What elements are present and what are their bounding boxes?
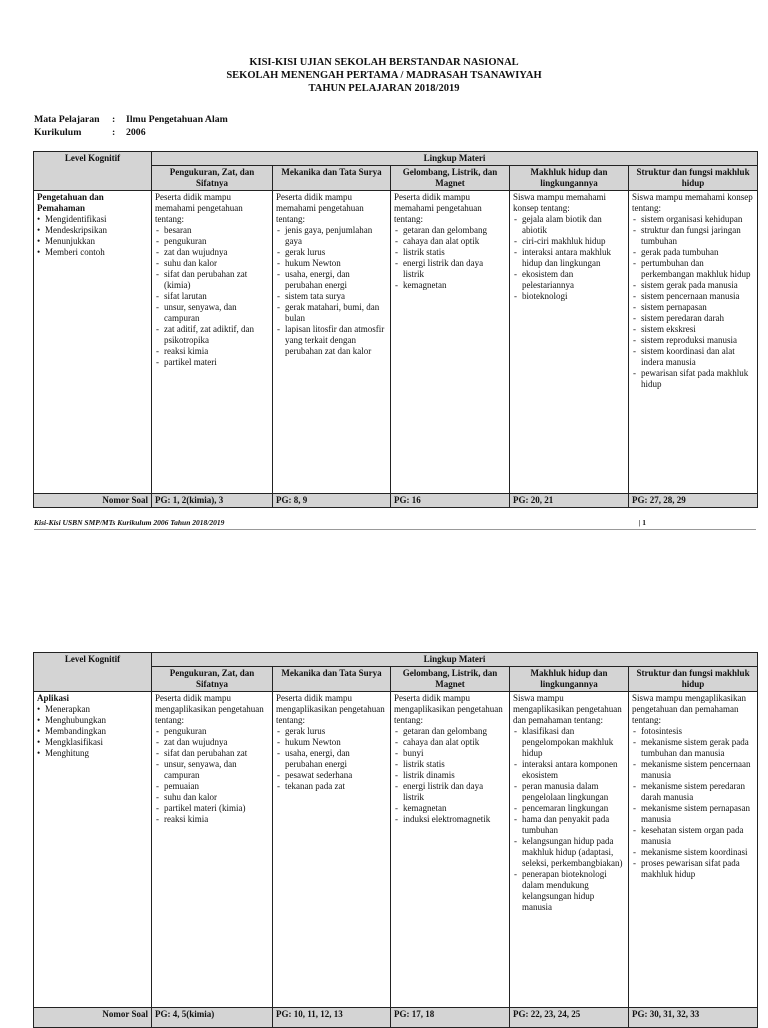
list-item: - peran manusia dalam pengelolaan lingkungan <box>513 781 625 803</box>
level-item: • Menghitung <box>37 748 148 759</box>
list-item: - reaksi kimia <box>155 814 269 825</box>
mapel-value: Ilmu Pengetahuan Alam <box>126 114 228 125</box>
list-item: - fotosintesis <box>632 726 754 737</box>
list-item: - reaksi kimia <box>155 346 269 357</box>
level-item: • Menerapkan <box>37 704 148 715</box>
nomor-soal-col5: PG: 27, 28, 29 <box>629 494 758 508</box>
list-item: - usaha, energi, dan perubahan energi <box>276 748 387 770</box>
level-item: • Mengklasifikasi <box>37 737 148 748</box>
col-header-mekanika: Mekanika dan Tata Surya <box>273 667 391 692</box>
list-item: - sistem tata surya <box>276 291 387 302</box>
list-item: - gerak pada tumbuhan <box>632 247 754 258</box>
nomor-soal-col5: PG: 30, 31, 32, 33 <box>629 1008 758 1028</box>
level-item: • Mengidentifikasi <box>37 214 148 225</box>
list-item: - gejala alam biotik dan abiotik <box>513 214 625 236</box>
list-item: - klasifikasi dan pengelompokan makhluk hidup <box>513 726 625 759</box>
list-item: - kemagnetan <box>394 280 506 291</box>
list-item: - zat dan wujudnya <box>155 737 269 748</box>
list-item: - listrik statis <box>394 759 506 770</box>
list-item: - gerak lurus <box>276 726 387 737</box>
list-item: - mekanisme sistem pencernaan manusia <box>632 759 754 781</box>
list-item: - sifat dan perubahan zat (kimia) <box>155 269 269 291</box>
document-header <box>0 56 768 95</box>
list-item: - getaran dan gelombang <box>394 726 506 737</box>
list-item: - listrik dinamis <box>394 770 506 781</box>
materi-intro: Peserta didik mampu memahami pengetahuan tentang: <box>394 192 482 224</box>
col-header-struktur: Struktur dan fungsi makhluk hidup <box>629 166 758 191</box>
list-item: - sistem organisasi kehidupan <box>632 214 754 225</box>
header-line-2: SEKOLAH MENENGAH PERTAMA / MADRASAH TSANAWIYAH <box>226 70 542 81</box>
materi-intro: Siswa mampu mengaplikasikan pengetahuan dan pemahaman tentang: <box>513 693 622 725</box>
mapel-colon: : <box>112 114 116 125</box>
document-meta <box>34 113 228 139</box>
list-item: - mekanisme sistem peredaran darah manusia <box>632 781 754 803</box>
list-item: - kesehatan sistem organ pada manusia <box>632 825 754 847</box>
page-footer <box>34 518 756 527</box>
list-item: - penerapan bioteknologi dalam mendukung kelangsungan hidup manusia <box>513 869 625 913</box>
materi-cell-col1 <box>152 692 273 1008</box>
header-line-1: KISI-KISI UJIAN SEKOLAH BERSTANDAR NASIONAL <box>249 57 519 68</box>
list-item: - pencemaran lingkungan <box>513 803 625 814</box>
list-item: - energi listrik dan daya listrik <box>394 258 506 280</box>
materi-cell-col3 <box>391 692 510 1008</box>
kurikulum-colon: : <box>112 127 116 138</box>
list-item: - pengukuran <box>155 236 269 247</box>
list-item: - induksi elektromagnetik <box>394 814 506 825</box>
list-item: - listrik statis <box>394 247 506 258</box>
document-page-2 <box>0 652 768 1024</box>
list-item: - pemuaian <box>155 781 269 792</box>
col-header-makhluk-hidup: Makhluk hidup dan lingkungannya <box>510 667 629 692</box>
level-item: • Memberi contoh <box>37 247 148 258</box>
level-item: • Menunjukkan <box>37 236 148 247</box>
materi-cell-col3 <box>391 191 510 494</box>
list-item: - pewarisan sifat pada makhluk hidup <box>632 368 754 390</box>
materi-intro: Peserta didik mampu memahami pengetahuan tentang: <box>155 192 243 224</box>
list-item: - kelangsungan hidup pada makhluk hidup (adaptasi, seleksi, perkembangbiakan) <box>513 836 625 869</box>
col-header-mekanika: Mekanika dan Tata Surya <box>273 166 391 191</box>
page-gap <box>0 535 768 652</box>
level-item: • Mendeskripsikan <box>37 225 148 236</box>
nomor-soal-label: Nomor Soal <box>34 494 152 508</box>
list-item: - cahaya dan alat optik <box>394 737 506 748</box>
materi-cell-col2 <box>273 692 391 1008</box>
level-cell-pengetahuan <box>34 191 152 494</box>
list-item: - mekanisme sistem gerak pada tumbuhan dan manusia <box>632 737 754 759</box>
level-items <box>37 214 148 258</box>
list-item: - sifat larutan <box>155 291 269 302</box>
list-item: - besaran <box>155 225 269 236</box>
materi-cell-col1 <box>152 191 273 494</box>
mapel-label: Mata Pelajaran <box>34 114 100 125</box>
list-item: - sistem gerak pada manusia <box>632 280 754 291</box>
list-item: - pengukuran <box>155 726 269 737</box>
list-item: - gerak matahari, bumi, dan bulan <box>276 302 387 324</box>
materi-cell-col4 <box>510 692 629 1008</box>
list-item: - sistem pencernaan manusia <box>632 291 754 302</box>
level-title: Pengetahuan dan Pemahaman <box>37 192 104 213</box>
materi-cell-col5 <box>629 692 758 1008</box>
col-header-gelombang: Gelombang, Listrik, dan Magnet <box>391 667 510 692</box>
list-item: - interaksi antara makhluk hidup dan lingkungan <box>513 247 625 269</box>
col-header-makhluk-hidup: Makhluk hidup dan lingkungannya <box>510 166 629 191</box>
footer-page-number: | 1 <box>638 518 646 527</box>
level-kognitif-header: Level Kognitif <box>34 152 152 191</box>
list-item: - partikel materi (kimia) <box>155 803 269 814</box>
list-item: - ciri-ciri makhluk hidup <box>513 236 625 247</box>
materi-intro: Peserta didik mampu mengaplikasikan pengetahuan tentang: <box>155 693 264 725</box>
materi-intro: Siswa mampu memahami konsep tentang: <box>513 192 606 213</box>
list-item: - jenis gaya, penjumlahan gaya <box>276 225 387 247</box>
list-item: - kemagnetan <box>394 803 506 814</box>
level-item: • Menghubungkan <box>37 715 148 726</box>
list-item: - mekanisme sistem pernapasan manusia <box>632 803 754 825</box>
kisi-table-pengetahuan <box>33 151 758 508</box>
nomor-soal-col4: PG: 20, 21 <box>510 494 629 508</box>
level-item: • Membandingkan <box>37 726 148 737</box>
list-item: - suhu dan kalor <box>155 258 269 269</box>
materi-intro: Peserta didik mampu mengaplikasikan pengetahuan tentang: <box>276 693 385 725</box>
materi-cell-col4 <box>510 191 629 494</box>
lingkup-materi-header: Lingkup Materi <box>152 653 758 667</box>
col-header-gelombang: Gelombang, Listrik, dan Magnet <box>391 166 510 191</box>
materi-cell-col5 <box>629 191 758 494</box>
materi-intro: Peserta didik mampu memahami pengetahuan tentang: <box>276 192 364 224</box>
header-line-3: TAHUN PELAJARAN 2018/2019 <box>308 83 460 94</box>
nomor-soal-col3: PG: 17, 18 <box>391 1008 510 1028</box>
list-item: - suhu dan kalor <box>155 792 269 803</box>
nomor-soal-col2: PG: 10, 11, 12, 13 <box>273 1008 391 1028</box>
nomor-soal-col3: PG: 16 <box>391 494 510 508</box>
list-item: - bioteknologi <box>513 291 625 302</box>
list-item: - sistem peredaran darah <box>632 313 754 324</box>
list-item: - zat aditif, zat adiktif, dan psikotropika <box>155 324 269 346</box>
list-item: - hama dan penyakit pada tumbuhan <box>513 814 625 836</box>
list-item: - struktur dan fungsi jaringan tumbuhan <box>632 225 754 247</box>
materi-cell-col2 <box>273 191 391 494</box>
list-item: - mekanisme sistem koordinasi <box>632 847 754 858</box>
list-item: - unsur, senyawa, dan campuran <box>155 302 269 324</box>
list-item: - gerak lurus <box>276 247 387 258</box>
list-item: - sistem pernapasan <box>632 302 754 313</box>
materi-intro: Peserta didik mampu mengaplikasikan pengetahuan tentang: <box>394 693 503 725</box>
footer-text: Kisi-Kisi USBN SMP/MTs Kurikulum 2006 Tahun 2018/2019 <box>34 518 225 527</box>
level-kognitif-header: Level Kognitif <box>34 653 152 692</box>
footer-divider <box>34 529 756 530</box>
kisi-table-aplikasi <box>33 652 758 1028</box>
list-item: - pertumbuhan dan perkembangan makhluk hidup <box>632 258 754 280</box>
lingkup-materi-header: Lingkup Materi <box>152 152 758 166</box>
list-item: - unsur, senyawa, dan campuran <box>155 759 269 781</box>
col-header-pengukuran: Pengukuran, Zat, dan Sifatnya <box>152 166 273 191</box>
kurikulum-value: 2006 <box>126 127 146 138</box>
nomor-soal-col1: PG: 1, 2(kimia), 3 <box>152 494 273 508</box>
nomor-soal-label: Nomor Soal <box>34 1008 152 1028</box>
level-items <box>37 704 148 759</box>
materi-intro: Siswa mampu memahami konsep tentang: <box>632 192 753 213</box>
col-header-pengukuran: Pengukuran, Zat, dan Sifatnya <box>152 667 273 692</box>
list-item: - zat dan wujudnya <box>155 247 269 258</box>
list-item: - partikel materi <box>155 357 269 368</box>
list-item: - hukum Newton <box>276 258 387 269</box>
nomor-soal-col2: PG: 8, 9 <box>273 494 391 508</box>
list-item: - sistem ekskresi <box>632 324 754 335</box>
materi-intro: Siswa mampu mengaplikasikan pengetahuan dan pemahaman tentang: <box>632 693 746 725</box>
list-item: - sifat dan perubahan zat <box>155 748 269 759</box>
nomor-soal-col1: PG: 4, 5(kimia) <box>152 1008 273 1028</box>
list-item: - pesawat sederhana <box>276 770 387 781</box>
level-title: Aplikasi <box>37 693 70 703</box>
list-item: - lapisan litosfir dan atmosfir yang terkait dengan perubahan zat dan kalor <box>276 324 387 357</box>
list-item: - getaran dan gelombang <box>394 225 506 236</box>
list-item: - interaksi antara komponen ekosistem <box>513 759 625 781</box>
list-item: - tekanan pada zat <box>276 781 387 792</box>
col-header-struktur: Struktur dan fungsi makhluk hidup <box>629 667 758 692</box>
list-item: - sistem reproduksi manusia <box>632 335 754 346</box>
list-item: - proses pewarisan sifat pada makhluk hidup <box>632 858 754 880</box>
list-item: - energi listrik dan daya listrik <box>394 781 506 803</box>
kurikulum-label: Kurikulum <box>34 127 82 138</box>
nomor-soal-col4: PG: 22, 23, 24, 25 <box>510 1008 629 1028</box>
list-item: - bunyi <box>394 748 506 759</box>
list-item: - hukum Newton <box>276 737 387 748</box>
list-item: - ekosistem dan pelestariannya <box>513 269 625 291</box>
list-item: - usaha, energi, dan perubahan energi <box>276 269 387 291</box>
list-item: - cahaya dan alat optik <box>394 236 506 247</box>
list-item: - sistem koordinasi dan alat indera manusia <box>632 346 754 368</box>
level-cell-aplikasi <box>34 692 152 1008</box>
